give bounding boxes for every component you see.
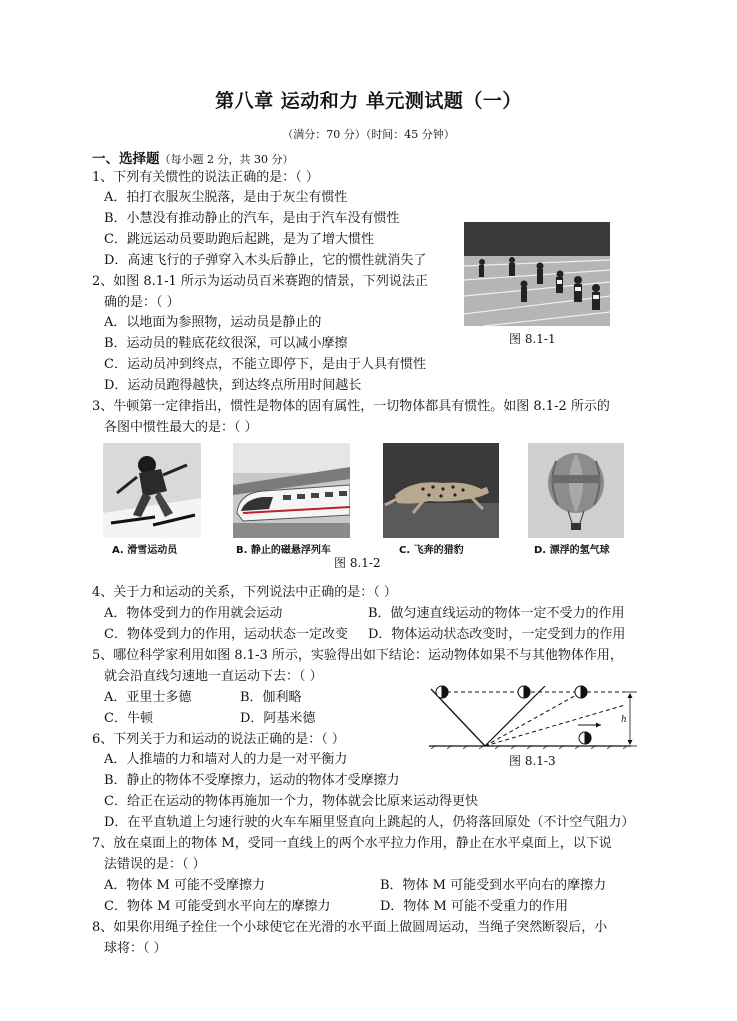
- figure-8-1-3-caption: 图 8.1-3: [509, 754, 556, 768]
- height-label-h: h: [621, 715, 627, 725]
- image-a-label: 滑雪运动员: [127, 545, 178, 556]
- question-5-option-d: D．阿基米德: [240, 711, 316, 726]
- question-5-stem-line-1: 5、哪位科学家利用如图 8.1-3 所示，实验得出如下结论：运动物体如果不与其他物体作用，: [92, 648, 623, 663]
- question-7-option-d: D．物体 M 可能不受重力的作用: [380, 899, 568, 914]
- question-8-stem-line-2: 球将：（ ）: [104, 941, 167, 956]
- exam-info: （满分：70 分）（时间：45 分钟）: [282, 128, 455, 141]
- question-6-option-c: C．给正在运动的物体再施加一个力，物体就会比原来运动得更快: [104, 794, 478, 809]
- cheetah-photo: [383, 443, 499, 538]
- question-1-option-a: A．拍打衣服灰尘脱落，是由于灰尘有惯性: [104, 190, 348, 205]
- question-7-option-a: A．物体 M 可能不受摩擦力: [104, 878, 265, 893]
- question-4-option-b: B．做匀速直线运动的物体一定不受力的作用: [368, 606, 625, 621]
- question-7-option-c: C．物体 M 可能受到水平向左的摩擦力: [104, 899, 331, 914]
- question-6-option-b: B．静止的物体不受摩擦力，运动的物体才受摩擦力: [104, 773, 400, 788]
- question-1-option-d: D．高速飞行的子弹穿入木头后静止，它的惯性就消失了: [104, 253, 427, 268]
- question-8-stem-line-1: 8、如果你用绳子拴住一个小球使它在光滑的水平面上做圆周运动，当绳子突然断裂后，小: [92, 920, 608, 935]
- question-2-option-d: D．运动员跑得越快，到达终点所用时间越长: [104, 378, 362, 393]
- page-title: 第八章 运动和力 单元测试题（一）: [215, 90, 522, 112]
- section-note: （每小题 2 分，共 30 分）: [159, 153, 294, 166]
- question-7-option-b: B．物体 M 可能受到水平向右的摩擦力: [380, 878, 607, 893]
- figure-8-1-2-caption: 图 8.1-2: [334, 556, 381, 570]
- question-5-option-a: A．亚里士多德: [104, 690, 192, 705]
- question-6-option-d: D．在平直轨道上匀速行驶的火车车厢里竖直向上跳起的人，仍将落回原处（不计空气阻力）: [104, 815, 635, 830]
- image-a-caption: [112, 541, 177, 556]
- image-d-caption: [534, 541, 610, 556]
- skier-photo: [103, 443, 201, 538]
- image-d-label: 漂浮的氢气球: [549, 545, 610, 556]
- question-4-option-c: C．物体受到力的作用，运动状态一定改变: [104, 627, 348, 642]
- image-b-caption: [236, 541, 331, 556]
- figure-8-1-1-caption: 图 8.1-1: [509, 332, 556, 346]
- question-5-stem-line-2: 就会沿直线匀速地一直运动下去：（ ）: [104, 669, 323, 684]
- sprint-race-photo: [464, 222, 610, 326]
- question-1-option-b: B．小慧没有推动静止的汽车，是由于汽车没有惯性: [104, 211, 400, 226]
- question-2-option-b: B．运动员的鞋底花纹很深，可以减小摩擦: [104, 336, 348, 351]
- image-c-letter: C.: [399, 545, 411, 556]
- image-a-letter: A.: [112, 545, 124, 556]
- section-heading: [92, 147, 293, 167]
- question-2-option-a: A．以地面为参照物，运动员是静止的: [104, 315, 322, 330]
- question-1-stem: 1、下列有关惯性的说法正确的是：（ ）: [92, 170, 319, 185]
- question-4-stem: 4、关于力和运动的关系，下列说法中正确的是：（ ）: [92, 585, 397, 600]
- question-2-option-c: C．运动员冲到终点，不能立即停下，是由于人具有惯性: [104, 357, 426, 372]
- image-d-letter: D.: [534, 545, 547, 556]
- question-6-option-a: A．人推墙的力和墙对人的力是一对平衡力: [104, 752, 348, 767]
- question-7-stem-line-1: 7、放在桌面上的物体 M，受同一直线上的两个水平拉力作用，静止在水平桌面上，以下说: [92, 836, 612, 851]
- question-2-stem-line-1: 2、如图 8.1-1 所示为运动员百米赛跑的情景，下列说法正: [92, 274, 428, 289]
- maglev-train-photo: [233, 443, 350, 538]
- question-4-option-d: D．物体运动状态改变时，一定受到力的作用: [368, 627, 626, 642]
- question-3-stem-line-1: 3、牛顿第一定律指出，惯性是物体的固有属性，一切物体都具有惯性。如图 8.1-2 所示的: [92, 399, 610, 414]
- section-title: 一、选择题: [92, 151, 160, 167]
- question-4-option-a: A．物体受到力的作用就会运动: [104, 606, 283, 621]
- image-c-label: 飞奔的猎豹: [413, 545, 464, 556]
- ramp-experiment-diagram: [425, 683, 640, 749]
- question-6-stem: 6、下列关于力和运动的说法正确的是：（ ）: [92, 732, 345, 747]
- image-c-caption: [399, 541, 464, 556]
- image-b-letter: B.: [236, 545, 248, 556]
- question-5-option-b: B．伽利略: [240, 690, 302, 705]
- question-3-stem-line-2: 各图中惯性最大的是：（ ）: [104, 420, 258, 435]
- question-7-stem-line-2: 法错误的是：（ ）: [104, 857, 206, 872]
- question-2-stem-line-2: 确的是：（ ）: [104, 295, 180, 310]
- question-1-option-c: C．跳远运动员要助跑后起跳，是为了增大惯性: [104, 232, 374, 247]
- question-5-option-c: C．牛顿: [104, 711, 153, 726]
- image-b-label: 静止的磁悬浮列车: [250, 545, 331, 556]
- hydrogen-balloon-photo: [528, 443, 624, 538]
